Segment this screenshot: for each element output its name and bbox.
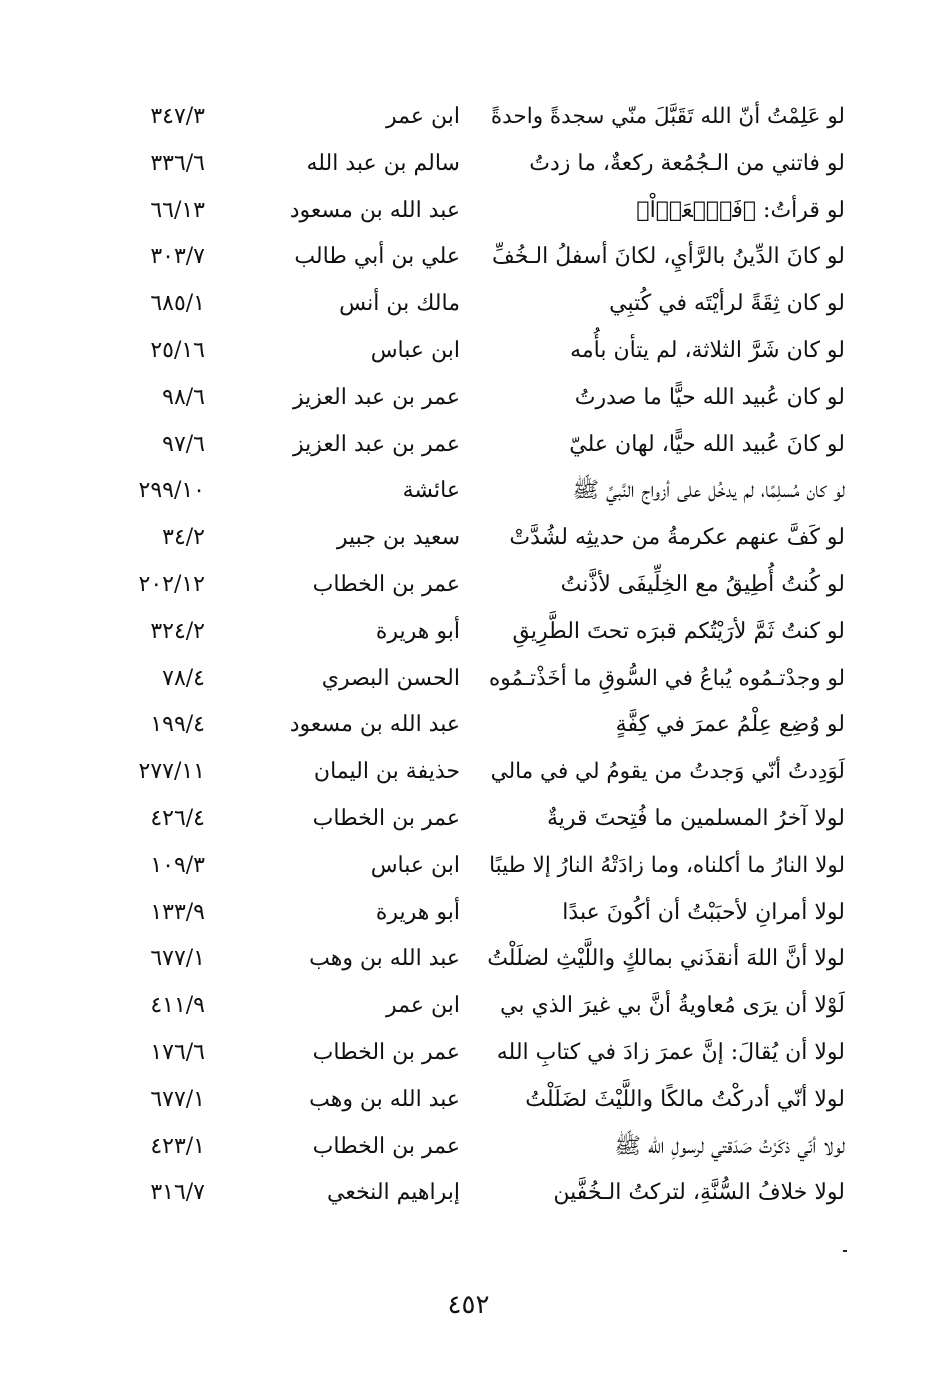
narrator-name: الحسن البصري [321,665,460,691]
quote-text: لولا أنّي ذكَرْتُ صَدَقتي لرسولِ الله ﷺ [614,1133,845,1159]
narrator-name: عبد الله بن وهب [309,946,460,972]
volume-page-ref: ٤٢٦/٤ [150,805,205,831]
quote-text: لو وجدْتـمُوه يُباعُ في السُّوقِ ما أخَذْتـمُوه [489,665,845,691]
volume-page-ref: ٣٤٧/٣ [150,104,205,129]
volume-page-ref: ٦٧٧/١ [150,1086,205,1112]
quote-text: لو كان شَرَّ الثلاثة، لم يتأن بأُمه [570,337,845,363]
volume-page-ref: ٣٤/٢ [162,525,205,551]
index-row [0,844,937,891]
volume-page-ref: ٣٢٤/٢ [150,618,205,644]
volume-page-ref: ٩٧/٦ [162,431,205,457]
volume-page-ref: ٤٢٣/١ [150,1133,205,1159]
volume-page-ref: ٧٨/٤ [162,665,205,691]
volume-page-ref: ٦٧٧/١ [150,946,205,972]
index-row [0,750,937,797]
quote-text: لو كان مُسلِمًا، لم يدخُل على أزواج النَّبيِّ ﷺ [572,478,845,504]
narrator-name: ابن عمر [386,104,460,129]
ink-speck [843,1250,847,1252]
narrator-name: ابن عباس [370,337,460,363]
volume-page-ref: ٢٠٢/١٢ [138,571,205,597]
quote-text: لولا أن يُقالَ: إنَّ عمرَ زادَ في كتابِ الله [496,1039,845,1065]
narrator-name: إبراهيم النخعي [327,1180,460,1206]
narrator-name: عمر بن الخطاب [312,1039,460,1065]
index-row [0,282,937,329]
narrator-name: عائشة [402,478,460,504]
quote-text: لو كَفَّ عنهم عكرمةُ من حديثِه لشُدَّتْ [509,525,845,551]
index-row [0,891,937,938]
narrator-name: عمر بن الخطاب [312,571,460,597]
index-row [0,469,937,516]
narrator-name: عمر بن عبد العزيز [293,431,460,457]
quote-text: لولا أنَّ اللهَ أنقذَني بمالكٍ واللَّيْثِ لضلَلْتُ [487,946,845,972]
volume-page-ref: ٩٨/٦ [162,384,205,410]
quote-text: لو قرأتُ: ﴿فَٱسۡعَوۡاْ﴾ [636,197,845,223]
narrator-name: ابن عمر [386,993,460,1019]
index-row [0,1171,937,1218]
narrator-name: عبد الله بن مسعود [289,197,460,223]
index-row [0,423,937,470]
index-table [0,95,937,1218]
quote-text: لو كانَ عُبيد الله حيًّا، لهان عليّ [569,431,845,457]
narrator-name: أبو هريرة [375,899,460,925]
index-row [0,376,937,423]
narrator-name: عبد الله بن وهب [309,1086,460,1112]
narrator-name: مالك بن أنس [339,291,460,317]
index-row [0,142,937,189]
quote-text: لَوْلا أن يرَى مُعاويةُ أنَّ بي غيرَ الذي بي [499,993,845,1019]
page-number: ٤٥٢ [447,1290,490,1320]
index-row [0,610,937,657]
volume-page-ref: ٣٣٦/٦ [150,150,205,176]
volume-page-ref: ١٣٣/٩ [150,899,205,925]
index-row [0,516,937,563]
quote-text: لَوَدِدتُ أنّي وَجدتُ من يقومُ لي في مالي [490,759,845,785]
index-row [0,984,937,1031]
narrator-name: علي بن أبي طالب [294,244,460,270]
narrator-name: عمر بن عبد العزيز [293,384,460,410]
volume-page-ref: ١٩٩/٤ [150,712,205,738]
quote-text: لولا أمرانِ لأحبَبْتُ أن أكُونَ عبدًا [562,899,845,925]
index-row [0,95,937,142]
quote-text: لو عَلِمْتُ أنّ الله تَقَبَّلَ منّي سجدةً واحدةً [490,104,845,129]
narrator-name: ابن عباس [370,852,460,878]
index-row [0,329,937,376]
index-row [0,1031,937,1078]
volume-page-ref: ٦٦/١٣ [150,197,205,223]
narrator-name: عمر بن الخطاب [312,805,460,831]
index-row [0,563,937,610]
quote-text: لولا آخرُ المسلمين ما فُتِحتَ قريةٌ [547,805,845,831]
quote-text: لولا أنّي أدركْتُ مالكًا واللَّيْثَ لضَلَلْتُ [525,1086,845,1112]
volume-page-ref: ١٧٦/٦ [150,1039,205,1065]
narrator-name: سالم بن عبد الله [306,150,460,176]
volume-page-ref: ٦٨٥/١ [150,291,205,317]
quote-text: لو وُضِع عِلْمُ عمرَ في كِفَّةٍ [615,712,845,738]
narrator-name: عبد الله بن مسعود [289,712,460,738]
volume-page-ref: ٢٩٩/١٠ [138,478,205,504]
index-row [0,1078,937,1125]
volume-page-ref: ٣١٦/٧ [150,1180,205,1206]
index-row [0,1125,937,1172]
quote-text: لو كنتُ ثَمَّ لأرَيْتُكم قبرَه تحتَ الطَّرِيقِ [512,618,845,644]
quote-text: لو كان ثِقَةً لرأيْتَه في كُتبِي [609,291,845,317]
volume-page-ref: ١٠٩/٣ [150,852,205,878]
narrator-name: سعيد بن جبير [336,525,460,551]
index-row [0,703,937,750]
index-row [0,797,937,844]
quote-text: لو كان عُبيد الله حيًّا ما صدرتُ [574,384,845,410]
narrator-name: أبو هريرة [375,618,460,644]
volume-page-ref: ٤١١/٩ [150,993,205,1019]
index-row [0,657,937,704]
narrator-name: عمر بن الخطاب [312,1133,460,1159]
volume-page-ref: ٢٧٧/١١ [138,759,205,785]
index-row [0,235,937,282]
quote-text: لولا النارُ ما أكلناه، وما زادَتْهُ النارُ إلا طيبًا [489,852,845,878]
index-row [0,189,937,236]
quote-text: لو فاتني من الـجُمُعة ركعةٌ، ما زدتُ [529,150,845,176]
index-row [0,937,937,984]
narrator-name: حذيفة بن اليمان [313,759,460,785]
quote-text: لولا خلافُ السُّنَّةِ، لتركتُ الـخُفَّين [553,1180,845,1206]
quote-text: لو كُنتُ أُطِيقُ مع الخِلِّيفَى لأذَّنتُ [560,571,845,597]
volume-page-ref: ٢٥/١٦ [150,337,205,363]
quote-text: لو كانَ الدِّينُ بالرَّأيِ، لكانَ أسفلُ الـخُفِّ [492,244,845,270]
volume-page-ref: ٣٠٣/٧ [150,244,205,270]
